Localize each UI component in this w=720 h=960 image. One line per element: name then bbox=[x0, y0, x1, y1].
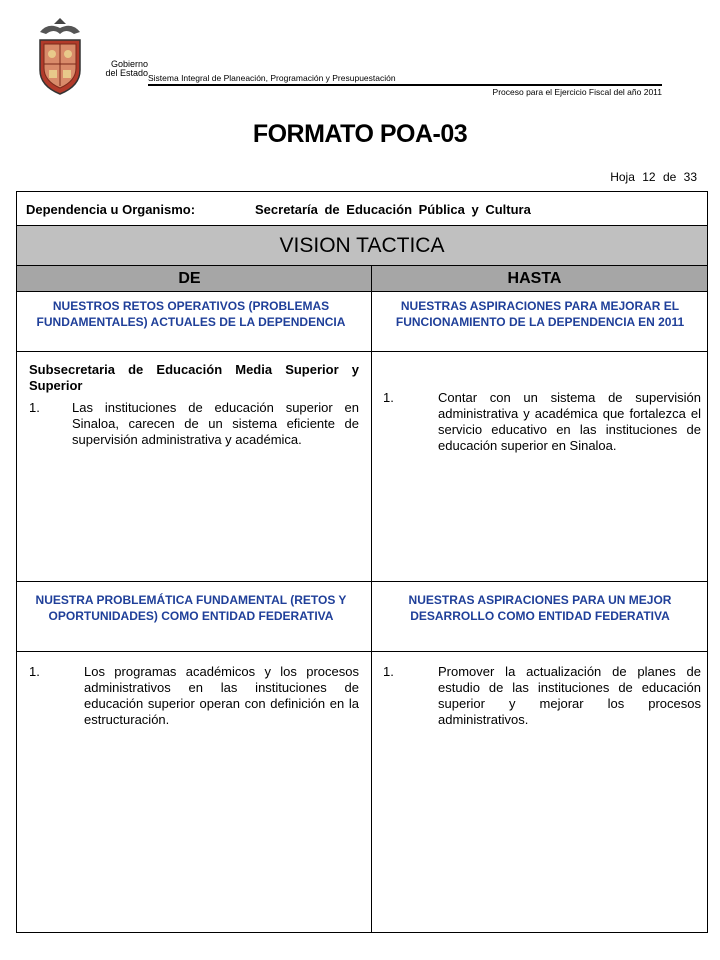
list-item-text: Los programas académicos y los procesos administrativos en las instituciones de educación superior operan con definición en la estructuración. bbox=[84, 664, 359, 727]
block2-body-row bbox=[17, 652, 707, 932]
list-item-number: 1. bbox=[383, 664, 394, 679]
list-item-text: Las instituciones de educación superior en Sinaloa, carecen de un sistema eficiente de supervisión administrativa y académica. bbox=[72, 400, 359, 447]
column-headers bbox=[17, 266, 707, 292]
header-rule bbox=[148, 84, 662, 86]
page-of: de bbox=[662, 170, 677, 184]
block1-body-row bbox=[17, 352, 707, 582]
list-item-number: 1. bbox=[29, 664, 40, 679]
page-title: FORMATO POA-03 bbox=[252, 120, 468, 148]
block1-right-cell bbox=[383, 390, 701, 454]
section-title: VISION TACTICA bbox=[17, 226, 707, 266]
column-to: HASTA bbox=[507, 270, 562, 287]
list-item bbox=[383, 390, 701, 454]
block2-left-cell bbox=[29, 664, 359, 728]
dependency-value: Secretaría de Educación Pública y Cultura bbox=[255, 202, 531, 217]
block2-left-header: NUESTRA PROBLEMÁTICA FUNDAMENTAL (RETOS Y OPORTUNIDADES) COMO ENTIDAD FEDERATIVA bbox=[35, 593, 347, 623]
list-item bbox=[29, 400, 359, 448]
page-counter bbox=[610, 170, 697, 184]
column-from: DE bbox=[178, 270, 201, 287]
list-item-text: Promover la actualización de planes de estudio de las instituciones de educación superior y mejorar los procesos administrativos. bbox=[438, 664, 701, 727]
list-item bbox=[29, 664, 359, 728]
list-item-text: Contar con un sistema de supervisión administrativa y académica que fortalezca el servicio educativo en las instituciones de educación superior en Sinaloa. bbox=[438, 390, 701, 453]
government-line-2: del Estado bbox=[105, 68, 148, 78]
page-label: Hoja bbox=[610, 170, 635, 184]
block1-left-subtitle bbox=[29, 362, 359, 394]
block1-header-row bbox=[17, 292, 707, 352]
system-name: Sistema Integral de Planeación, Programación y Presupuestación bbox=[148, 73, 396, 83]
block1-right-header: NUESTRAS ASPIRACIONES PARA MEJORAR EL FUNCIONAMIENTO DE LA DEPENDENCIA EN 2011 bbox=[395, 299, 685, 329]
process-label: Proceso para el Ejercicio Fiscal del año 2011 bbox=[492, 87, 662, 97]
block1-left-header: NUESTROS RETOS OPERATIVOS (PROBLEMAS FUNDAMENTALES) ACTUALES DE LA DEPENDENCIA bbox=[36, 299, 346, 329]
government-line-1: Gobierno bbox=[110, 59, 148, 69]
dependency-label: Dependencia u Organismo: bbox=[26, 202, 196, 217]
poa-table bbox=[16, 191, 708, 933]
government-label bbox=[88, 60, 148, 78]
page-total: 33 bbox=[683, 170, 697, 184]
block1-left-subtitle-text: Subsecretaria de Educación Media Superior y Superior bbox=[29, 362, 359, 393]
list-item bbox=[383, 664, 701, 728]
block2-header-row bbox=[17, 582, 707, 652]
state-coat-of-arms-icon bbox=[34, 18, 86, 96]
block2-right-header: NUESTRAS ASPIRACIONES PARA UN MEJOR DESARROLLO COMO ENTIDAD FEDERATIVA bbox=[408, 593, 672, 623]
block2-right-cell bbox=[383, 664, 701, 728]
dependency-row bbox=[17, 192, 707, 226]
list-item-number: 1. bbox=[29, 400, 40, 415]
list-item-number: 1. bbox=[383, 390, 394, 405]
block1-left-cell bbox=[29, 362, 359, 448]
page-current: 12 bbox=[642, 170, 656, 184]
